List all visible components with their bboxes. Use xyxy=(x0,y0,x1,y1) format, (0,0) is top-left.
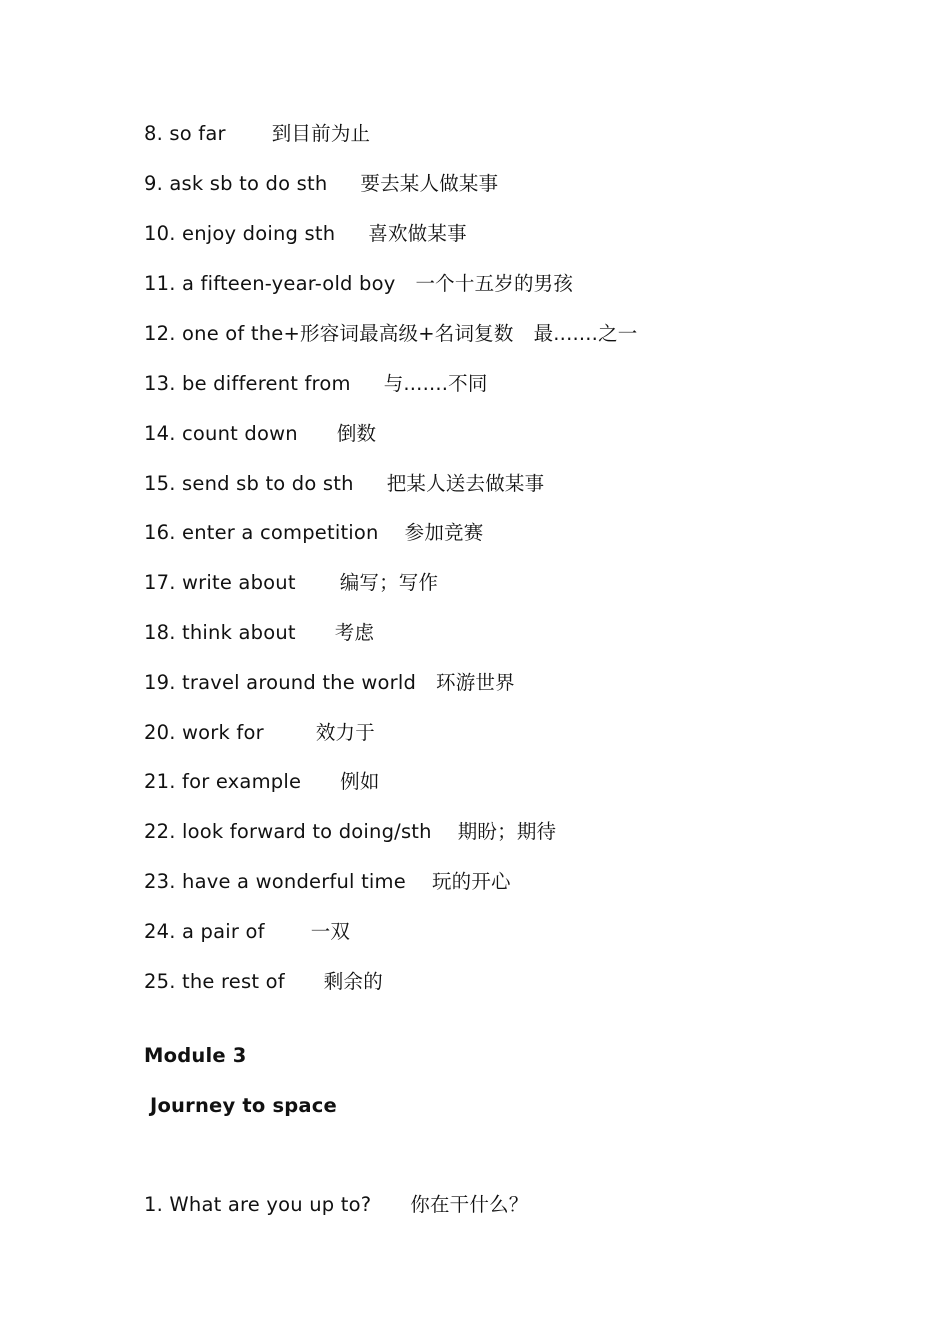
phrase-english: 16. enter a competition xyxy=(144,521,379,544)
phrase-chinese: 考虑 xyxy=(334,621,375,644)
phrase-chinese: 环游世界 xyxy=(436,671,515,694)
phrase-chinese: 到目前为止 xyxy=(271,122,371,145)
phrase-english: 19. travel around the world xyxy=(144,671,417,694)
phrase-line xyxy=(144,471,544,497)
phrase-line xyxy=(144,919,350,945)
phrase-english: 12. one of the+形容词最高级+名词复数 xyxy=(144,322,514,345)
phrase-chinese: 参加竞赛 xyxy=(404,521,484,544)
phrase-english: 23. have a wonderful time xyxy=(144,870,406,893)
phrase-english: 21. for example xyxy=(144,770,302,793)
phrase-line xyxy=(144,121,370,147)
module-heading: Module 3 xyxy=(144,1044,247,1067)
phrase-chinese: 剩余的 xyxy=(323,970,383,993)
phrase-english: 22. look forward to doing/sth xyxy=(144,820,432,843)
phrase-chinese: 期盼；期待 xyxy=(457,820,557,843)
phrase-english: 13. be different from xyxy=(144,372,351,395)
phrase-line xyxy=(144,720,375,746)
phrase-line xyxy=(144,620,374,646)
phrase-chinese: 喜欢做某事 xyxy=(368,222,467,245)
phrase-chinese: 玩的开心 xyxy=(431,870,511,893)
phrase-chinese: 你在干什么？ xyxy=(410,1193,529,1216)
phrase-chinese: 例如 xyxy=(340,770,380,793)
phrase-chinese: 效力于 xyxy=(315,721,375,744)
module-subheading: Journey to space xyxy=(150,1094,337,1117)
phrase-english: 17. write about xyxy=(144,571,296,594)
phrase-english: 1. What are you up to? xyxy=(144,1193,372,1216)
phrase-english: 25. the rest of xyxy=(144,970,285,993)
phrase-english: 8. so far xyxy=(144,122,226,145)
phrase-line xyxy=(144,969,383,995)
phrase-line xyxy=(144,271,573,297)
phrase-chinese: 要去某人做某事 xyxy=(360,172,499,195)
phrase-chinese: 一双 xyxy=(310,920,351,943)
phrase-line xyxy=(144,520,483,546)
phrase-chinese: 把某人送去做某事 xyxy=(386,472,545,495)
phrase-english: 9. ask sb to do sth xyxy=(144,172,328,195)
phrase-english: 11. a fifteen-year-old boy xyxy=(144,272,396,295)
phrase-line xyxy=(144,819,556,845)
phrase-chinese: 一个十五岁的男孩 xyxy=(415,272,574,295)
phrase-line xyxy=(144,869,511,895)
phrase-line xyxy=(144,371,488,397)
phrase-line xyxy=(144,221,467,247)
phrase-english: 20. work for xyxy=(144,721,264,744)
phrase-english: 15. send sb to do sth xyxy=(144,472,354,495)
phrase-line xyxy=(144,570,438,596)
phrase-english: 14. count down xyxy=(144,422,298,445)
phrase-english: 24. a pair of xyxy=(144,920,265,943)
phrase-line xyxy=(144,769,380,795)
phrase-chinese: 最.......之一 xyxy=(533,322,638,345)
phrase-line xyxy=(144,1192,528,1218)
phrase-line xyxy=(144,321,637,347)
phrase-english: 18. think about xyxy=(144,621,296,644)
phrase-chinese: 与.......不同 xyxy=(383,372,488,395)
phrase-line xyxy=(144,670,515,696)
phrase-chinese: 倒数 xyxy=(336,422,377,445)
phrase-line xyxy=(144,421,376,447)
phrase-chinese: 编写；写作 xyxy=(339,571,439,594)
phrase-line xyxy=(144,171,498,197)
phrase-english: 10. enjoy doing sth xyxy=(144,222,336,245)
